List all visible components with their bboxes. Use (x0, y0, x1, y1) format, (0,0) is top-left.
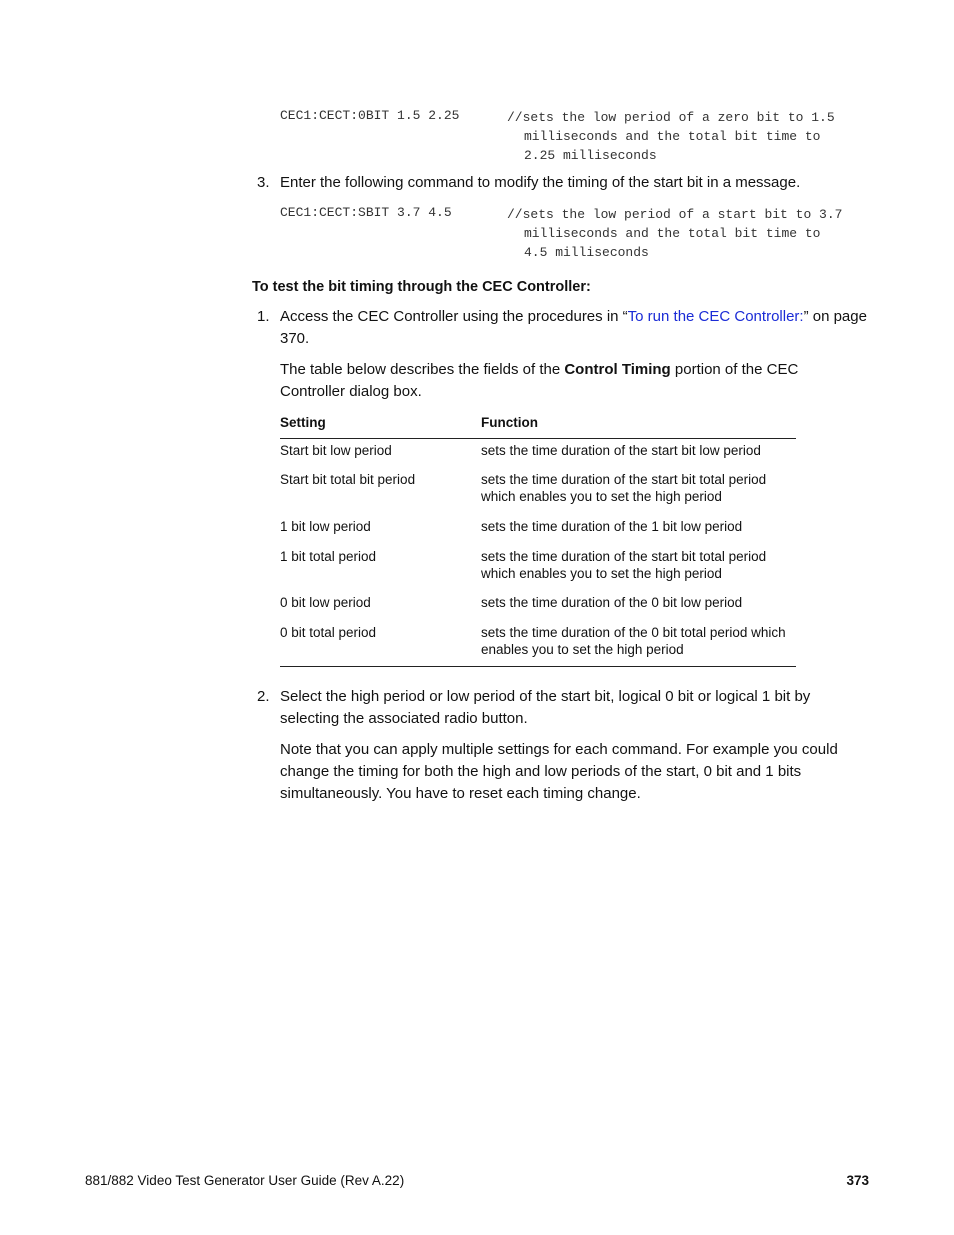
note-paragraph: Note that you can apply multiple settings for each command. For example you could change the timing for both the high and low periods of the start, 0 bit and 1 bits simultaneously. You have to reset each timing change. (280, 741, 838, 802)
code-comment: //sets the low period of a zero bit to 1.5 milliseconds and the total bit time to 2.25 milliseconds (507, 110, 835, 163)
step-number: 2. (257, 688, 270, 705)
footer-title: 881/882 Video Test Generator User Guide (Rev A.22) (85, 1173, 405, 1188)
step-text: Access the CEC Controller using the procedures in “To run the CEC Controller:” on page 370. (280, 308, 867, 347)
step-number: 1. (257, 308, 270, 325)
column-header-function: Function (481, 415, 538, 430)
code-command: CEC1:CECT:0BIT 1.5 2.25 (280, 108, 460, 123)
step-number: 3. (257, 174, 270, 191)
section-heading: To test the bit timing through the CEC Controller: (252, 279, 591, 295)
intro-paragraph: The table below describes the fields of the Control Timing portion of the CEC Controller dialog box. (280, 361, 799, 400)
code-command: CEC1:CECT:SBIT 3.7 4.5 (280, 205, 452, 220)
code-comment: //sets the low period of a start bit to 3.7 milliseconds and the total bit time to 4.5 milliseconds (507, 207, 843, 260)
table-header (280, 412, 796, 439)
table-bottom-rule (280, 666, 796, 667)
cross-reference-link[interactable]: To run the CEC Controller: (627, 308, 804, 325)
step-text: Enter the following command to modify the timing of the start bit in a message. (280, 174, 801, 191)
control-timing-table: Setting Function Start bit low period sets the time duration of the start bit low period Start bit total bit period sets the time duration of the start bit total period which enables you to set the high period 1 bit low period sets the time duration of the 1 bit low period 1 bit total period sets the time duration of the start bit total period which enables you to set the high period 0 bit low period sets the time duration of the 0 bit low period 0 bit total period sets the time duration of the 0 bit total period which enables you to set the high period (280, 412, 796, 439)
column-header-setting: Setting (280, 415, 326, 430)
step-text: Select the high period or low period of the start bit, logical 0 bit or logical 1 bit by selecting the associated radio button. (280, 688, 811, 727)
page-number: 373 (846, 1173, 869, 1188)
